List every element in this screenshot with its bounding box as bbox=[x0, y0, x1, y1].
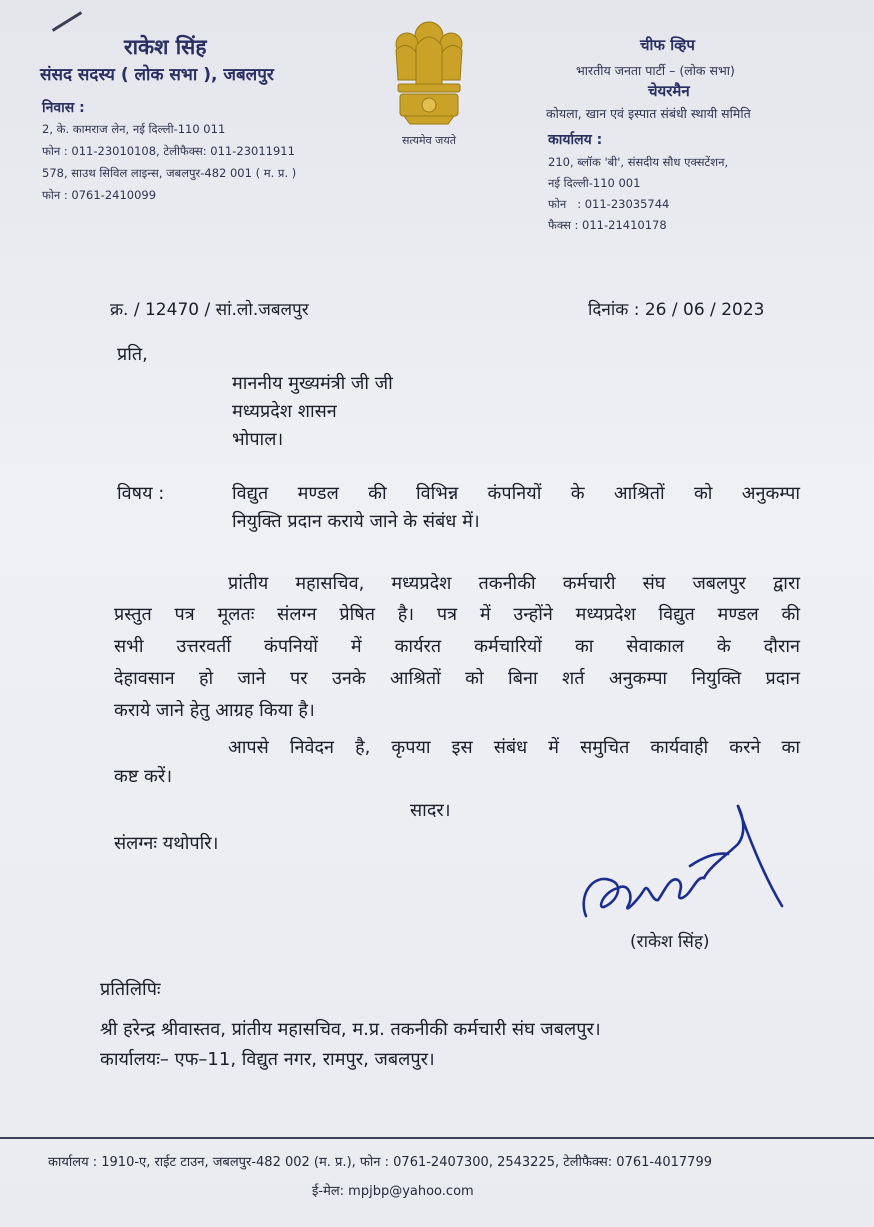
emblem-motto: सत्यमेव जयते bbox=[401, 134, 457, 147]
recipient-line-2: मध्यप्रदेश शासन bbox=[232, 401, 337, 422]
para1-line-5: कराये जाने हेतु आग्रह किया है। bbox=[114, 700, 315, 721]
para1-line-1: प्रांतीय महासचिव, मध्यप्रदेश तकनीकी कर्मचारी संघ जबलपुर द्वारा bbox=[228, 573, 800, 594]
cc-line-2: कार्यालयः– एफ–11, विद्युत नगर, रामपुर, जबलपुर। bbox=[100, 1049, 435, 1070]
party-name: भारतीय जनता पार्टी – (लोक सभा) bbox=[576, 63, 735, 78]
office-label: कार्यालय : bbox=[548, 132, 603, 148]
sender-designation: संसद सदस्य ( लोक सभा ), जबलपुर bbox=[40, 65, 274, 85]
subject-line-2: नियुक्ति प्रदान कराये जाने के संबंध में। bbox=[232, 511, 480, 532]
handwritten-signature bbox=[578, 796, 784, 936]
residence-phone-2: फोन : 0761-2410099 bbox=[42, 188, 157, 202]
chairman-title: चेयरमैन bbox=[648, 82, 690, 100]
chief-whip-title: चीफ व्हिप bbox=[640, 36, 695, 54]
residence-label: निवास : bbox=[42, 100, 85, 116]
footer-email: ई-मेल: mpjbp@yahoo.com bbox=[312, 1184, 474, 1199]
residence-phone-1: फोन : 011-23010108, टेलीफैक्स: 011-23011911 bbox=[42, 144, 295, 158]
committee-name: कोयला, खान एवं इस्पात संबंधी स्थायी समिति bbox=[546, 106, 751, 121]
to-label: प्रति, bbox=[117, 344, 148, 365]
recipient-line-1: माननीय मुख्यमंत्री जी जी bbox=[232, 373, 393, 394]
office-fax: फैक्स : 011-21410178 bbox=[548, 218, 667, 232]
subject-line-1: विद्युत मण्डल की विभिन्न कंपनियों के आश्रितों को अनुकम्पा bbox=[232, 483, 800, 504]
office-phone: फोन : 011-23035744 bbox=[548, 197, 670, 211]
cc-line-1: श्री हरेन्द्र श्रीवास्तव, प्रांतीय महासचिव, म.प्र. तकनीकी कर्मचारी संघ जबलपुर। bbox=[100, 1019, 601, 1040]
enclosure-note: संलग्नः यथोपरि। bbox=[114, 833, 219, 854]
national-emblem-icon bbox=[386, 10, 472, 150]
letter-date: दिनांक : 26 / 06 / 2023 bbox=[588, 300, 765, 320]
para2-line-1: आपसे निवेदन है, कृपया इस संबंध में समुचित कार्यवाही करने का bbox=[228, 737, 800, 758]
footer-divider bbox=[0, 1137, 874, 1139]
pen-stroke-mark bbox=[52, 11, 82, 32]
para1-line-3: सभी उत्तरवर्ती कंपनियों में कार्यरत कर्मचारियों का सेवाकाल के दौरान bbox=[114, 636, 800, 657]
sender-name: राकेश सिंह bbox=[124, 35, 207, 59]
para1-line-2: प्रस्तुत पत्र मूलतः संलग्न प्रेषित है। पत्र में उन्होंने मध्यप्रदेश विद्युत मण्डल की bbox=[114, 604, 800, 625]
para2-line-2: कष्ट करें। bbox=[114, 766, 173, 787]
closing: सादर। bbox=[410, 800, 451, 821]
recipient-line-3: भोपाल। bbox=[232, 429, 284, 450]
residence-address-2: 578, साउथ सिविल लाइन्स, जबलपुर-482 001 ( म. प्र. ) bbox=[42, 166, 297, 180]
footer-address: कार्यालय : 1910-ए, राईट टाउन, जबलपुर-482 002 (म. प्र.), फोन : 0761-2407300, 2543225, टेलीफैक्स: 0761-4017799 bbox=[48, 1155, 712, 1170]
reference-number: क्र. / 12470 / सां.लो.जबलपुर bbox=[110, 300, 309, 320]
subject-label: विषय : bbox=[117, 483, 165, 504]
signatory-name: (राकेश सिंह) bbox=[630, 932, 710, 952]
office-address-2: नई दिल्ली-110 001 bbox=[548, 176, 641, 190]
para1-line-4: देहावसान हो जाने पर उनके आश्रितों को बिना शर्त अनुकम्पा नियुक्ति प्रदान bbox=[114, 668, 800, 689]
cc-label: प्रतिलिपिः bbox=[100, 979, 161, 1000]
residence-address-1: 2, के. कामराज लेन, नई दिल्ली-110 011 bbox=[42, 122, 226, 136]
office-address-1: 210, ब्लॉक 'बी', संसदीय सौध एक्सटेंशन, bbox=[548, 155, 729, 169]
